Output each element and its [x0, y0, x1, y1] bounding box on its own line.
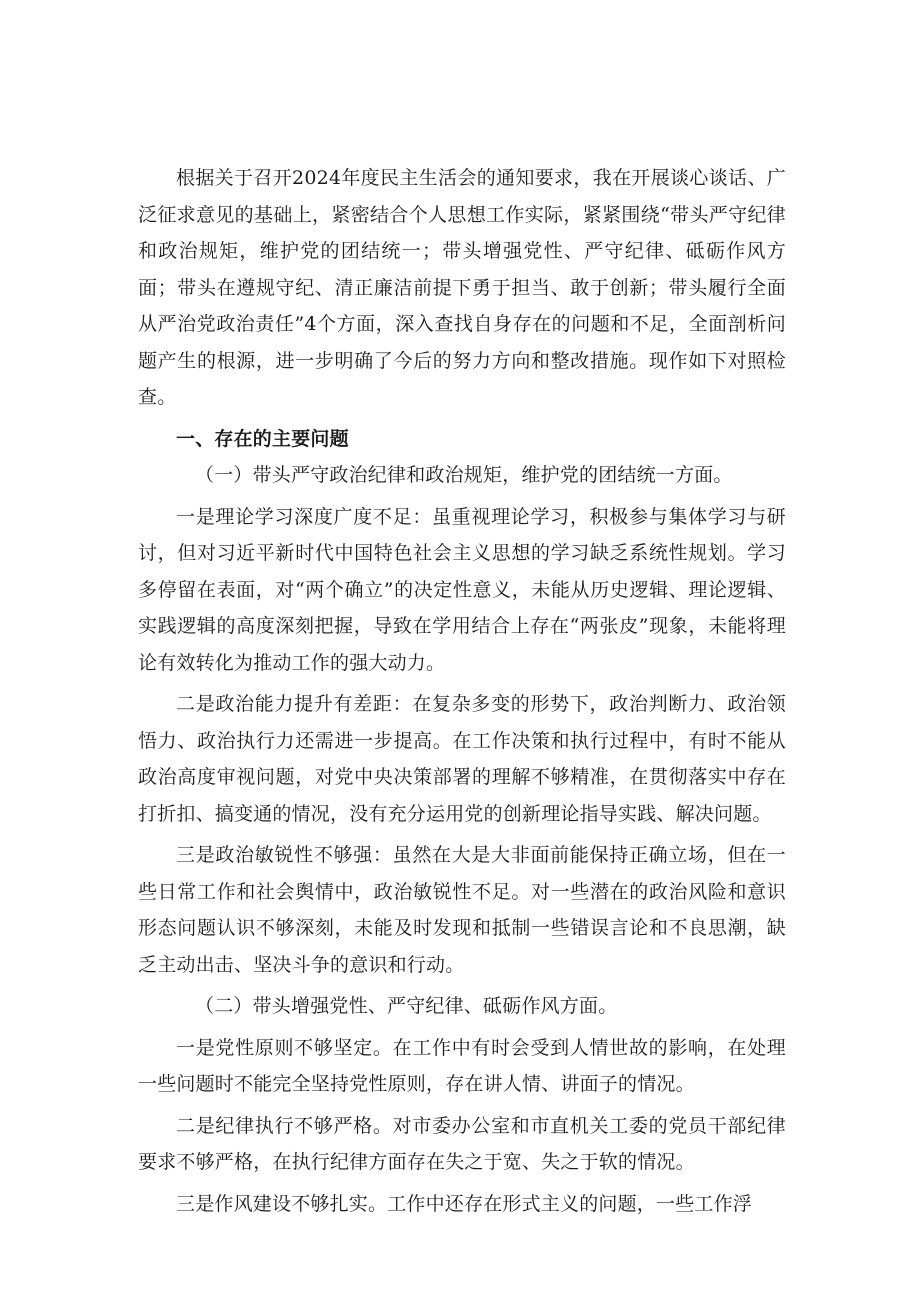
problem-paragraph: 二是政治能力提升有差距：在复杂多变的形势下，政治判断力、政治领悟力、政治执行力还需进一步提高。在工作决策和执行过程中，有时不能从政治高度审视问题，对党中央决策部署的理解不够精准，在贯彻落实中存在打折扣、搞变通的情况，没有充分运用党的创新理论指导实践、解决问题。: [138, 693, 786, 825]
subsection-heading-1: （一）带头严守政治纪律和政治规矩，维护党的团结统一方面。: [195, 464, 733, 486]
problem-paragraph-truncated: 三是作风建设不够扎实。工作中还存在形式主义的问题，一些工作浮: [176, 1192, 753, 1215]
problem-paragraph: 一是党性原则不够坚定。在工作中有时会受到人情世故的影响，在处理一些问题时不能完全坚持党性原则，存在讲人情、讲面子的情况。: [138, 1036, 786, 1095]
section-heading-main-problems: 一、存在的主要问题: [176, 427, 349, 450]
problem-paragraph: 一是理论学习深度广度不足：虽重视理论学习，积极参与集体学习与研讨，但对习近平新时代中国特色社会主义思想的学习缺乏系统性规划。学习多停留在表面，对“两个确立”的决定性意义，未能从历史逻辑、理论逻辑、实践逻辑的高度深刻把握，导致在学用结合上存在“两张皮”现象，未能将理论有效转化为推动工作的强大动力。: [138, 505, 786, 674]
subsection-heading-2: （二）带头增强党性、严守纪律、砥砺作风方面。: [195, 995, 618, 1017]
problem-paragraph: 三是政治敏锐性不够强：虽然在大是大非面前能保持正确立场，但在一些日常工作和社会舆情中，政治敏锐性不足。对一些潜在的政治风险和意识形态问题认识不够深刻，未能及时发现和抵制一些错误言论和不良思潮，缺乏主动出击、坚决斗争的意识和行动。: [138, 844, 786, 976]
document-body: [138, 160, 786, 1227]
intro-paragraph: 根据关于召开2024年度民主生活会的通知要求，我在开展谈心谈话、广泛征求意见的基础上，紧密结合个人思想工作实际，紧紧围绕“带头严守纪律和政治规矩，维护党的团结统一；带头增强党性、严守纪律、砥砺作风方面；带头在遵规守纪、清正廉洁前提下勇于担当、敢于创新；带头履行全面从严治党政治责任”4个方面，深入查找自身存在的问题和不足，全面剖析问题产生的根源，进一步明确了今后的努力方向和整改措施。现作如下对照检查。: [138, 167, 786, 408]
problem-paragraph: 二是纪律执行不够严格。对市委办公室和市直机关工委的党员干部纪律要求不够严格，在执行纪律方面存在失之于宽、失之于软的情况。: [138, 1114, 786, 1173]
